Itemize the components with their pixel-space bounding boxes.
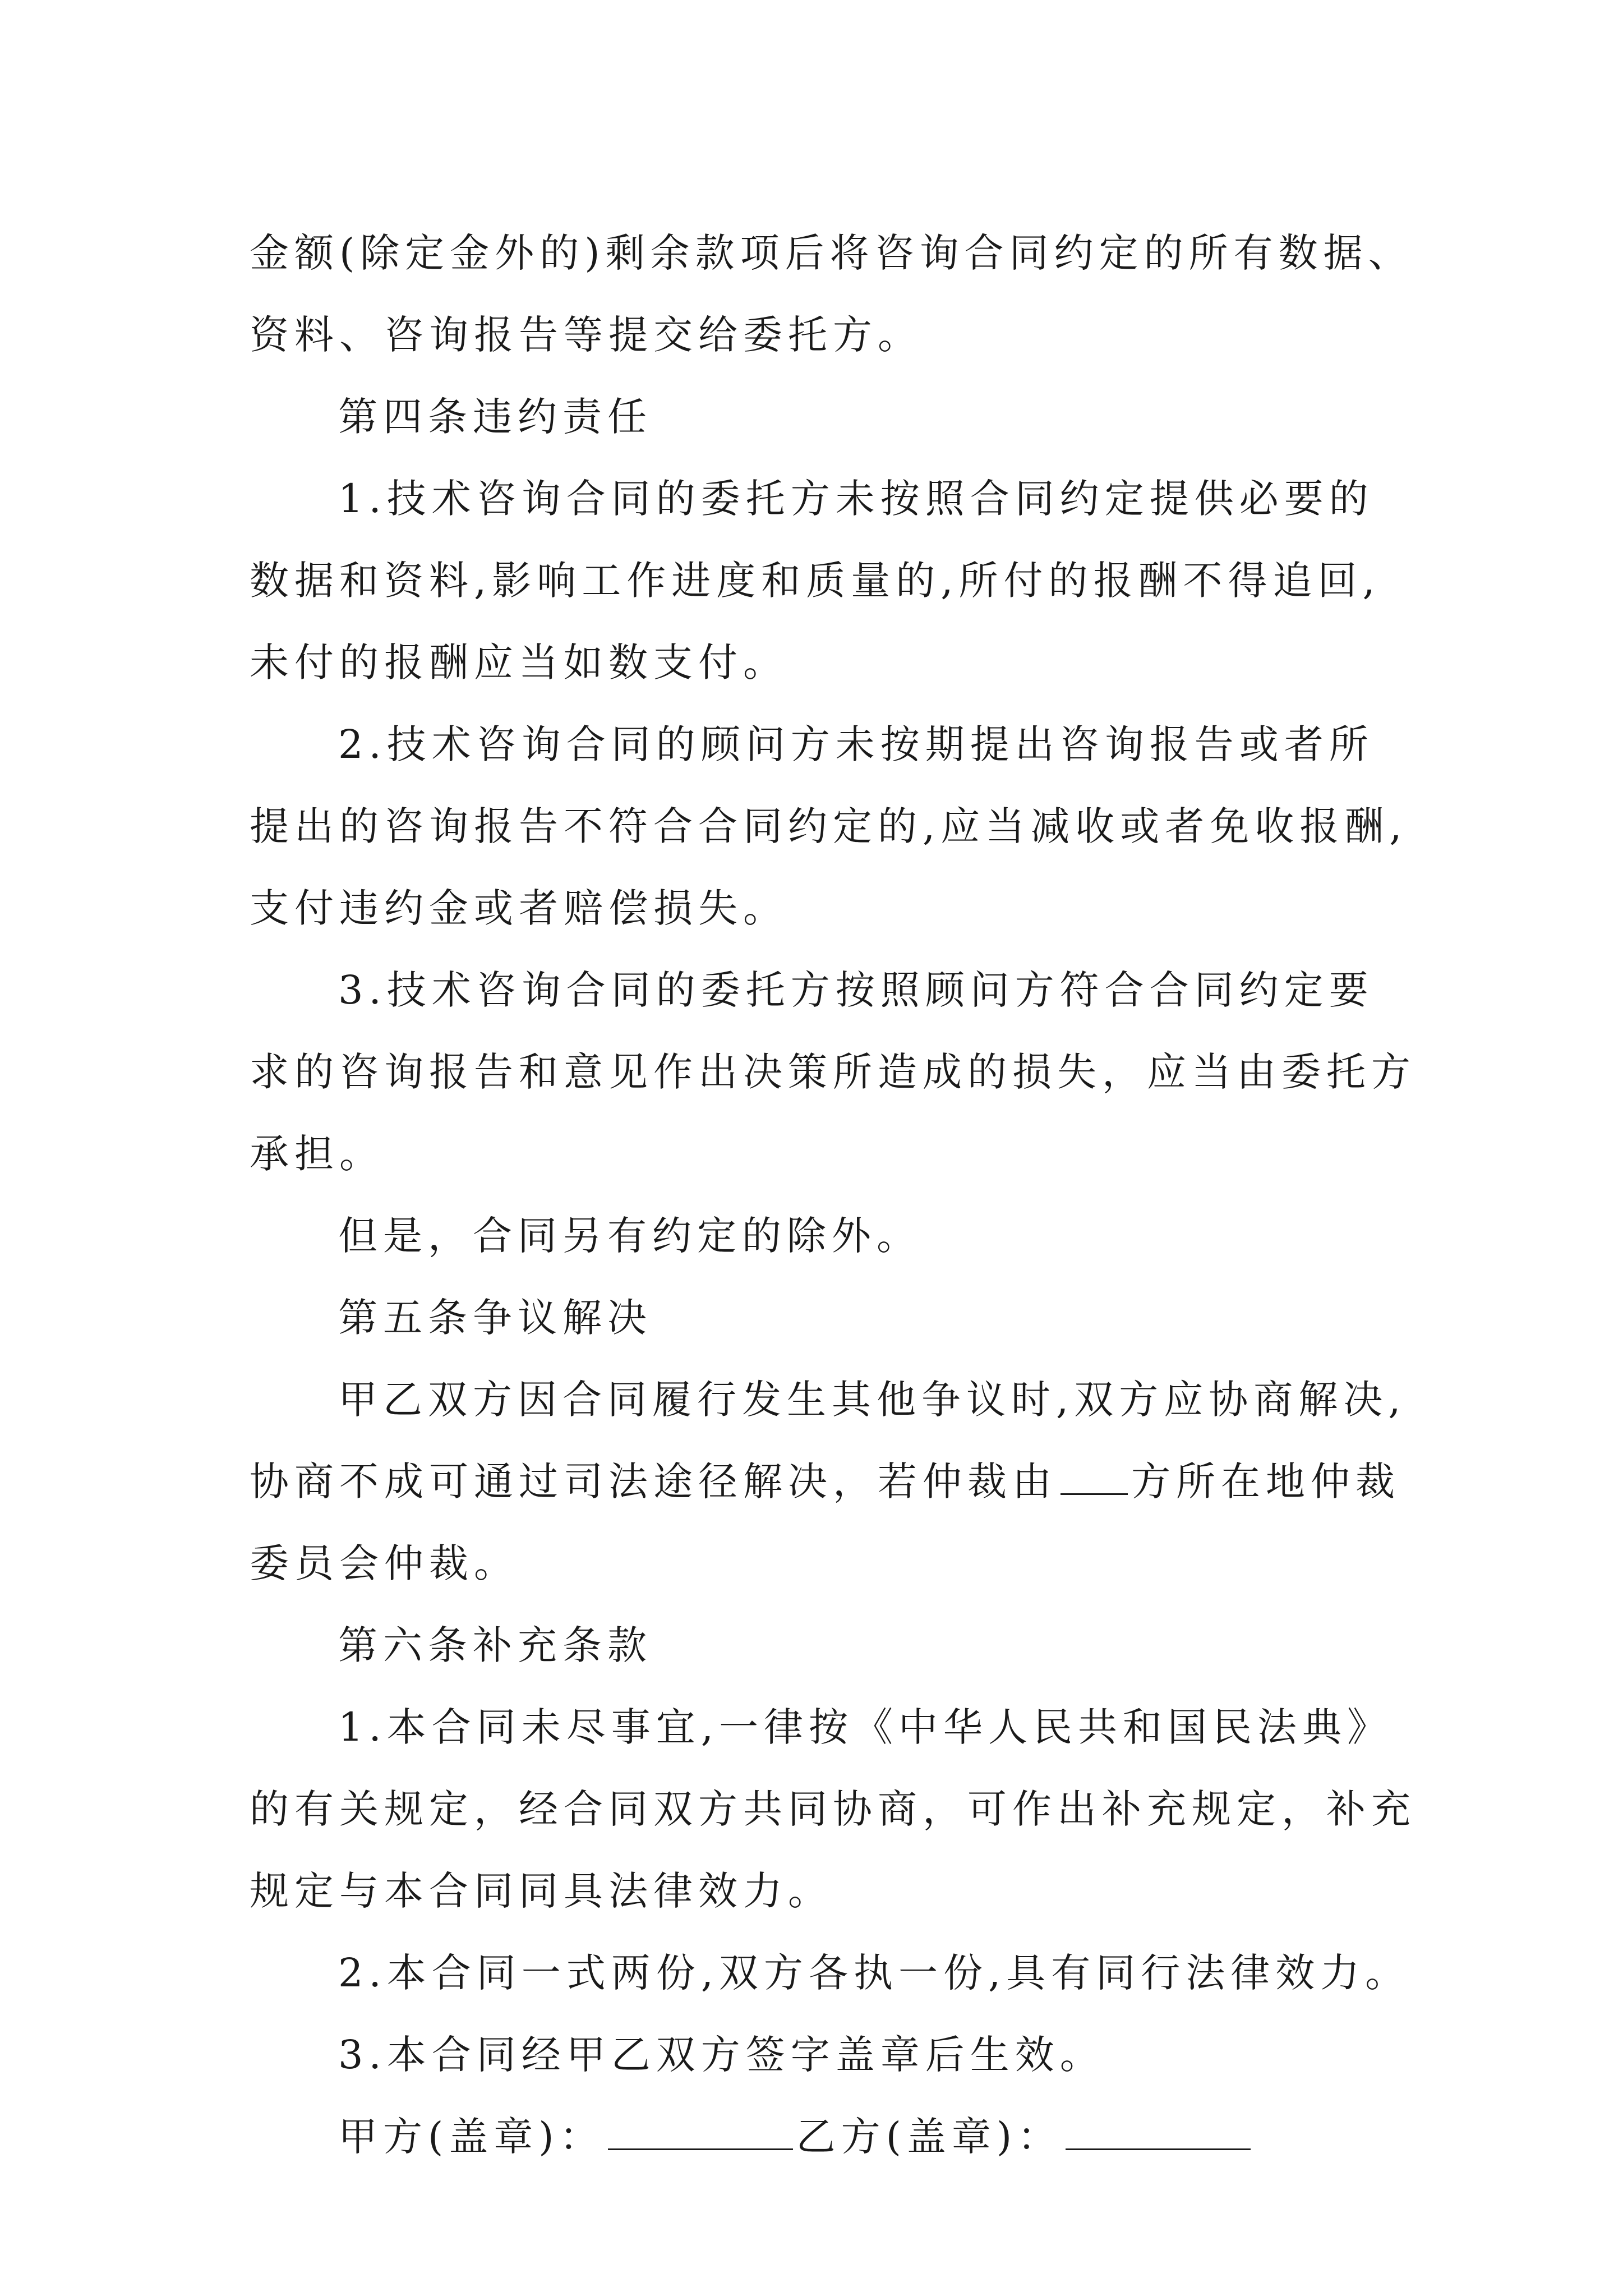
paragraph-line: 资料、咨询报告等提交给委托方。	[250, 312, 923, 358]
party-b-label: 乙方(盖章)：	[796, 2114, 1063, 2160]
paragraph-line: 数据和资料,影响工作进度和质量的,所付的报酬不得追回,	[250, 558, 1381, 604]
paragraph-line: 求的咨询报告和意见作出决策所造成的损失，应当由委托方	[250, 1049, 1416, 1095]
arbitration-line	[250, 1441, 1400, 1522]
party-a-signature-blank[interactable]	[608, 2137, 793, 2150]
paragraph-line: 甲乙双方因合同履行发生其他争议时,双方应协商解决,	[338, 1377, 1407, 1423]
paragraph-line: 但是，合同另有约定的除外。	[338, 1213, 921, 1259]
paragraph-line: 规定与本合同同具法律效力。	[250, 1868, 833, 1914]
paragraph-line: 承担。	[250, 1131, 384, 1177]
paragraph-line: 3.技术咨询合同的委托方按照顾问方符合合同约定要	[338, 967, 1374, 1013]
signature-line	[250, 2096, 1394, 2178]
paragraph-line: 未付的报酬应当如数支付。	[250, 639, 788, 685]
paragraph-line: 1.本合同未尽事宜,一律按《中华人民共和国民法典》	[338, 1704, 1393, 1750]
paragraph-line: 2.本合同一式两份,双方各执一份,具有同行法律效力。	[338, 1950, 1410, 1996]
section-heading: 第六条补充条款	[338, 1622, 652, 1668]
party-a-label: 甲方(盖章)：	[338, 2114, 605, 2160]
section-heading: 第五条争议解决	[338, 1295, 652, 1341]
paragraph-line: 3.本合同经甲乙双方签字盖章后生效。	[338, 2032, 1105, 2078]
paragraph-line: 2.技术咨询合同的顾问方未按期提出咨询报告或者所	[338, 721, 1374, 767]
party-b-signature-blank[interactable]	[1066, 2137, 1251, 2150]
paragraph-line: 的有关规定，经合同双方共同协商，可作出补充规定，补充	[250, 1786, 1416, 1832]
paragraph-line: 金额(除定金外的)剩余款项后将咨询合同约定的所有数据、	[250, 230, 1413, 276]
paragraph-line: 委员会仲裁。	[250, 1540, 519, 1586]
paragraph-line: 1.技术咨询合同的委托方未按照合同约定提供必要的	[338, 476, 1374, 522]
party-blank[interactable]	[1061, 1482, 1128, 1495]
arbitration-text-after: 方所在地仲裁	[1131, 1458, 1400, 1504]
contract-body	[250, 212, 1416, 2178]
section-heading: 第四条违约责任	[338, 394, 652, 440]
paragraph-line: 支付违约金或者赔偿损失。	[250, 885, 788, 931]
paragraph-line: 提出的咨询报告不符合合同约定的,应当减收或者免收报酬,	[250, 803, 1408, 849]
arbitration-text-before: 协商不成可通过司法途径解决，若仲裁由	[250, 1458, 1057, 1504]
